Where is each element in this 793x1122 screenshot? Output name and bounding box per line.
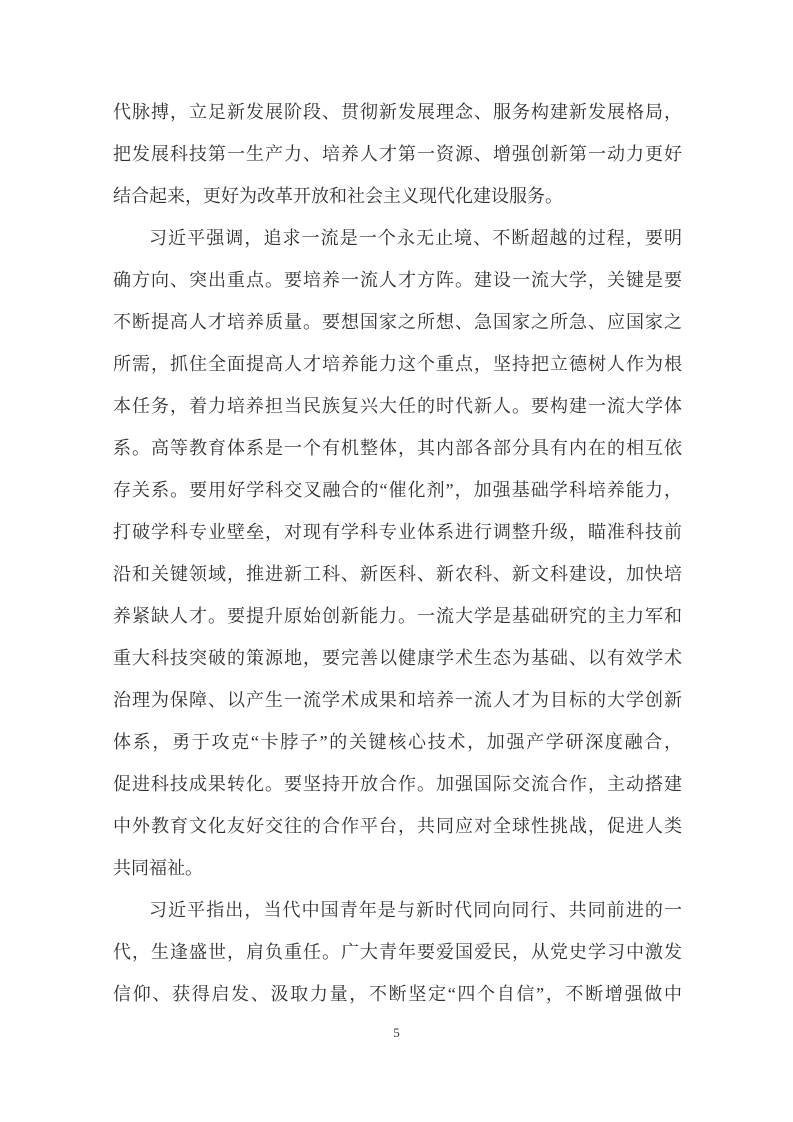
- text-line: 养紧缺人才。要提升原始创新能力。一流大学是基础研究的主力军和: [113, 606, 682, 626]
- text-line: 代脉搏，立足新发展阶段、贯彻新发展理念、服务构建新发展格局，: [113, 102, 682, 122]
- text-line: 习近平指出，当代中国青年是与新时代同向同行、共同前进的一: [149, 900, 682, 920]
- text-line: 结合起来，更好为改革开放和社会主义现代化建设服务。: [113, 186, 563, 206]
- page-number: 5: [393, 1025, 400, 1040]
- text-line: 本任务，着力培养担当民族复兴大任的时代新人。要构建一流大学体: [113, 396, 682, 416]
- text-line: 把发展科技第一生产力、培养人才第一资源、增强创新第一动力更好: [113, 144, 682, 164]
- text-line: 习近平强调，追求一流是一个永无止境、不断超越的过程，要明: [149, 228, 682, 248]
- text-block: [113, 91, 682, 1015]
- text-line: 打破学科专业壁垒，对现有学科专业体系进行调整升级，瞄准科技前: [113, 522, 682, 542]
- paragraph: [113, 889, 682, 1015]
- text-line: 确方向、突出重点。要培养一流人才方阵。建设一流大学，关键是要: [113, 270, 682, 290]
- text-line: 信仰、获得启发、汲取力量，不断坚定“四个自信”，不断增强做中: [113, 984, 682, 1004]
- text-line: 体系，勇于攻克“卡脖子”的关键核心技术，加强产学研深度融合，: [113, 732, 682, 752]
- text-line: 所需，抓住全面提高人才培养能力这个重点，坚持把立德树人作为根: [113, 354, 682, 374]
- text-line: 不断提高人才培养质量。要想国家之所想、急国家之所急、应国家之: [113, 312, 682, 332]
- text-line: 中外教育文化友好交往的合作平台，共同应对全球性挑战，促进人类: [113, 816, 682, 836]
- text-line: 治理为保障、以产生一流学术成果和培养一流人才为目标的大学创新: [113, 690, 682, 710]
- text-line: 促进科技成果转化。要坚持开放合作。加强国际交流合作，主动搭建: [113, 774, 682, 794]
- text-line: 沿和关键领域，推进新工科、新医科、新农科、新文科建设，加快培: [113, 564, 682, 584]
- text-line: 共同福祉。: [113, 858, 203, 878]
- text-line: 重大科技突破的策源地，要完善以健康学术生态为基础、以有效学术: [113, 648, 682, 668]
- paragraph: [113, 217, 682, 889]
- paragraph: [113, 91, 682, 217]
- text-line: 存关系。要用好学科交叉融合的“催化剂”，加强基础学科培养能力，: [113, 480, 682, 500]
- text-line: 代，生逢盛世，肩负重任。广大青年要爱国爱民，从党史学习中激发: [113, 942, 682, 962]
- text-line: 系。高等教育体系是一个有机整体，其内部各部分具有内在的相互依: [113, 438, 682, 458]
